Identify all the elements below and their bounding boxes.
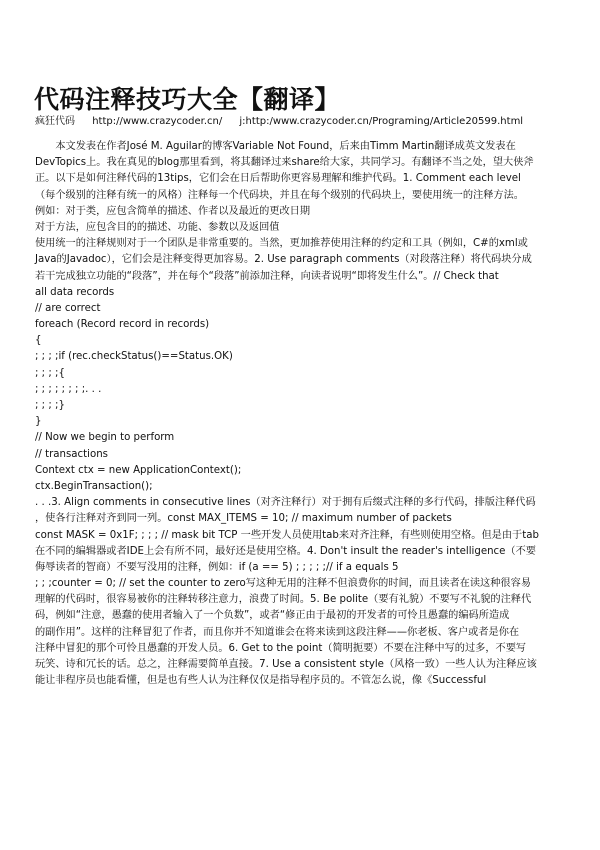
- body-line: Context ctx = new ApplicationContext();: [35, 464, 242, 476]
- site-url: http://www.crazycoder.cn/: [92, 116, 223, 127]
- body-line: const MASK = 0x1F; ; ; ; // mask bit TCP 一些开发人员使用tab来对齐注释，有些则使用空格。但是由于tab: [35, 529, 539, 541]
- body-line: // Now we begin to perform: [35, 432, 175, 444]
- article-body: [35, 139, 565, 689]
- body-line: ; ; ;counter = 0; // set the counter to zero写这种无用的注释不但浪费你的时间，而且读者在读这种很容易: [35, 578, 531, 590]
- body-line: 码，例如“注意，愚蠢的使用者输入了一个负数”，或者“修正由于最初的开发者的可怜且愚蠢的编码所造成: [35, 610, 510, 622]
- body-line: ; ; ; ;}: [35, 400, 65, 411]
- body-line: all data records: [35, 286, 115, 298]
- body-line: DevTopics上。我在真见的blog那里看到，将其翻译过来share给大家，共同学习。有翻译不当之处，望大侠斧: [35, 157, 534, 169]
- body-line: 若干完成独立功能的“段落”，并在每个“段落”前添加注释，向读者说明“即将发生什么”。// Check that: [35, 270, 499, 282]
- body-line: }: [35, 416, 42, 428]
- body-line: ; ; ; ;{: [35, 367, 65, 379]
- body-line: 的副作用”。这样的注释冒犯了作者，而且你并不知道谁会在将来读到这段注释——你老板、客户或者是你在: [35, 626, 520, 638]
- article-url: j:http:/www.crazycoder.cn/Programing/Article20599.html: [239, 116, 524, 127]
- site-name: 疯狂代码: [35, 116, 75, 127]
- body-line: // transactions: [35, 448, 108, 460]
- body-line: 使用统一的注释规则对于一个团队是非常重要的。当然，更加推荐使用注释的约定和工具（例如，C#的xml或: [35, 238, 528, 250]
- body-line: 玩笑、诗和冗长的话。总之，注释需要简单直接。7. Use a consistent style（风格一致）一些人认为注释应该: [35, 659, 537, 670]
- body-line: ; ; ; ;if (rec.checkStatus()==Status.OK): [35, 351, 233, 363]
- article-title: 代码注释技巧大全【翻译】: [34, 85, 341, 114]
- body-line: 理解的代码时，很容易被你的注释转移注意力，浪费了时间。5. Be polite（要有礼貌）不要写不礼貌的注释代: [35, 594, 532, 606]
- body-line: 对于方法，应包含目的的描述、功能、参数以及返回值: [35, 221, 280, 233]
- body-line: ctx.BeginTransaction();: [35, 480, 153, 492]
- body-line: 能让非程序员也能看懂，但是也有些人认为注释仅仅是指导程序员的。不管怎么说，像《Successful: [35, 675, 487, 687]
- body-line: 例如：对于类，应包含简单的描述、作者以及最近的更改日期: [35, 205, 311, 217]
- body-line: ; ; ; ; ; ; ; ;. . .: [35, 383, 102, 395]
- body-line: 侮辱读者的智商）不要写没用的注释，例如：if (a == 5) ; ; ; ; ;// if a equals 5: [35, 561, 399, 573]
- body-line: （每个级别的注释有统一的风格）注释每一个代码块，并且在每个级别的代码块上，要使用统一的注释方法。: [35, 189, 524, 201]
- body-line: {: [35, 335, 42, 347]
- body-line: 注释中冒犯的那个可怜且愚蠢的开发人员。6. Get to the point（简明扼要）不要在注释中写的过多，不要写: [35, 642, 527, 654]
- body-line: ，使各行注释对齐到同一列。const MAX_ITEMS = 10; // maximum number of packets: [35, 513, 452, 525]
- body-line: 在不同的编辑器或者IDE上会有所不同，最好还是使用空格。4. Don't insult the reader's intelligence（不要: [35, 545, 536, 557]
- body-line: Java的Javadoc），它们会是注释变得更加容易。2. Use paragraph comments（对段落注释）将代码块分成: [35, 254, 532, 266]
- body-line: . . .3. Align comments in consecutive lines（对齐注释行）对于拥有后缀式注释的多行代码，排版注释代码: [35, 497, 536, 509]
- body-line: foreach (Record record in records): [35, 319, 210, 331]
- body-line: 本文发表在作者José M. Aguilar的博客Variable Not Found，后来由Timm Martin翻译成英文发表在: [35, 141, 516, 152]
- body-line: // are correct: [35, 302, 101, 314]
- byline: [35, 115, 537, 129]
- body-line: 正。以下是如何注释代码的13tips，它们会在日后帮助你更容易理解和维护代码。1. Comment each level: [35, 173, 521, 185]
